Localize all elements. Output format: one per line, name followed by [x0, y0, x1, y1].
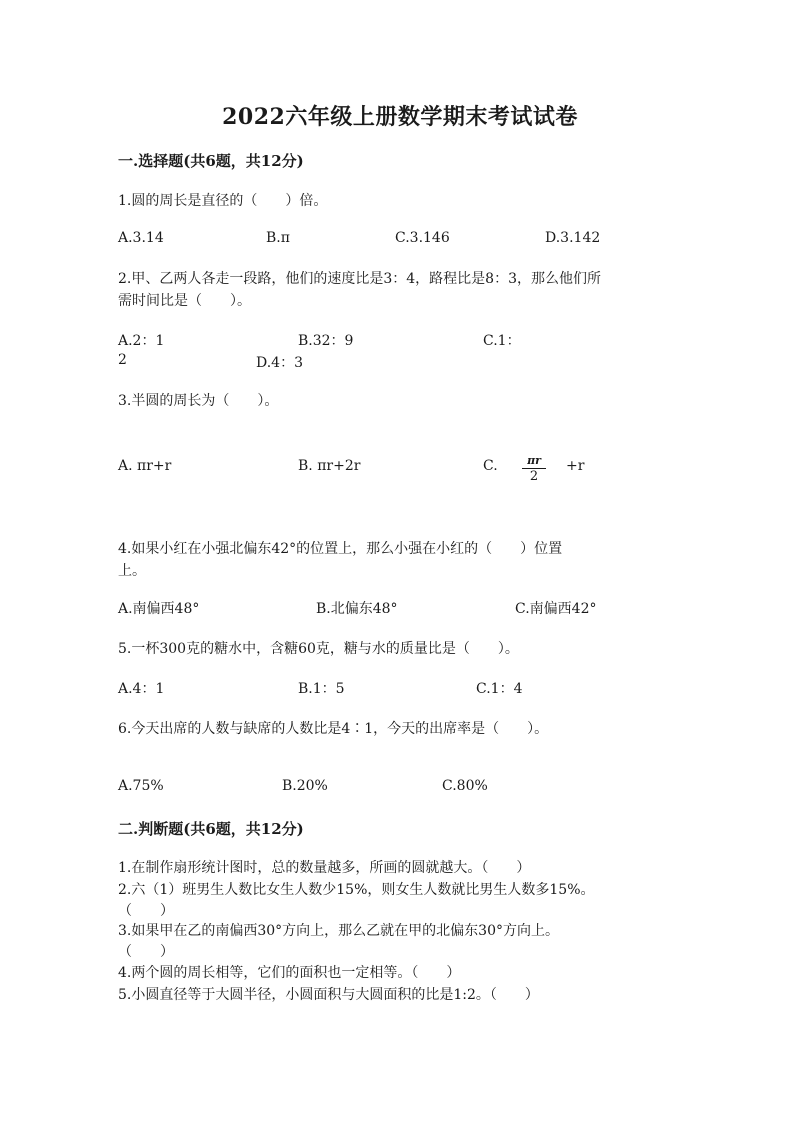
judgment-line-2-paren: （ ）: [118, 903, 174, 919]
q2-option-d: D.4：3: [256, 355, 303, 371]
judgment-line-1: 1.在制作扇形统计图时，总的数量越多，所画的圆就越大。（ ）: [118, 860, 531, 876]
question-4-text-line1: 4.如果小红在小强北偏东42°的位置上，那么小强在小红的（ ）位置: [118, 541, 563, 557]
q4-option-b: B.北偏东48°: [316, 601, 398, 617]
judgment-line-3-paren: （ ）: [118, 944, 174, 960]
question-3-text: 3.半圆的周长为（ ）。: [118, 393, 279, 409]
q6-option-a: A.75%: [118, 778, 164, 794]
q3-option-b: B. πr+2r: [298, 458, 361, 474]
q5-option-b: B.1：5: [298, 681, 345, 697]
q2-option-c-continued: 2: [118, 352, 127, 368]
q4-option-a: A.南偏西48°: [118, 601, 200, 617]
q2-option-b: B.32：9: [298, 333, 354, 349]
q1-option-b: B.π: [266, 230, 290, 246]
q2-option-a: A.2：1: [118, 333, 165, 349]
judgment-line-5: 5.小圆直径等于大圆半径，小圆面积与大圆面积的比是1:2。（ ）: [118, 987, 539, 1003]
q4-option-c: C.南偏西42°: [515, 601, 597, 617]
q5-option-c: C.1：4: [476, 681, 523, 697]
q5-option-a: A.4：1: [118, 681, 165, 697]
q1-option-a: A.3.14: [118, 230, 164, 246]
q6-option-b: B.20%: [282, 778, 328, 794]
judgment-line-3: 3.如果甲在乙的南偏西30°方向上，那么乙就在甲的北偏东30°方向上。: [118, 923, 559, 939]
section-heading-judgment: 二.判断题(共6题，共12分): [118, 820, 304, 838]
q3-option-c-label: C.: [483, 458, 498, 474]
judgment-line-4: 4.两个圆的周长相等，它们的面积也一定相等。（ ）: [118, 965, 461, 981]
q1-option-c: C.3.146: [395, 230, 450, 246]
question-2-text-line2: 需时间比是（ ）。: [118, 293, 251, 309]
q2-option-c: C.1：: [483, 333, 521, 349]
q3-option-c-fraction: [522, 454, 546, 485]
page-title: 2022六年级上册数学期末考试试卷: [222, 104, 578, 130]
question-4-text-line2: 上。: [118, 563, 146, 579]
q3-option-a: A. πr+r: [118, 458, 172, 474]
q1-option-d: D.3.142: [545, 230, 601, 246]
q3-option-c-suffix: +r: [566, 458, 585, 474]
question-2-text-line1: 2.甲、乙两人各走一段路，他们的速度比是3：4，路程比是8：3，那么他们所: [118, 271, 601, 287]
q6-option-c: C.80%: [442, 778, 488, 794]
question-1-text: 1.圆的周长是直径的（ ）倍。: [118, 193, 328, 209]
fraction-numerator: πr: [522, 454, 546, 469]
question-5-text: 5.一杯300克的糖水中，含糖60克，糖与水的质量比是（ ）。: [118, 641, 519, 657]
section-heading-choice: 一.选择题(共6题，共12分): [118, 152, 304, 170]
judgment-line-2: 2.六（1）班男生人数比女生人数少15%，则女生人数就比男生人数多15%。: [118, 882, 595, 898]
question-6-text: 6.今天出席的人数与缺席的人数比是4∶1，今天的出席率是（ ）。: [118, 721, 549, 737]
fraction-denominator: 2: [529, 469, 539, 484]
